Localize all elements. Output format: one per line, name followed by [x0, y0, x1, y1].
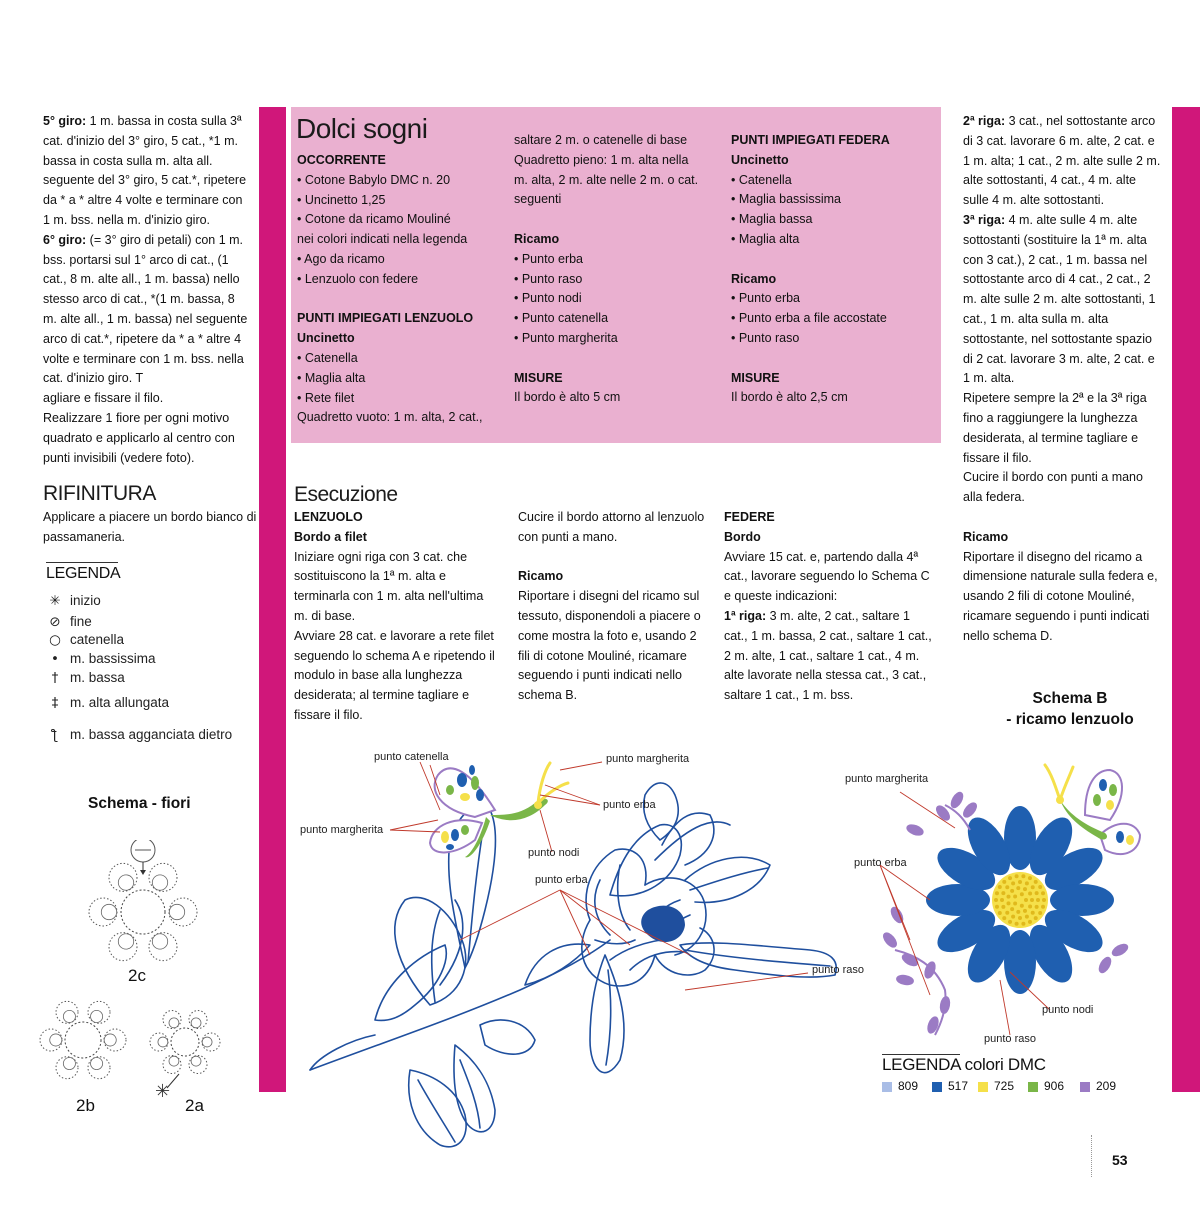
continued-list: [514, 131, 724, 210]
crochet-inner-loop: [63, 1010, 75, 1022]
label-punto-erba-3: punto erba: [854, 857, 907, 869]
esecuzione-col3: [724, 508, 932, 706]
realizzare-text: Realizzare 1 fiore per ogni motivo quadrato e applicarlo al centro con punti invisibili (vedere foto).: [43, 410, 235, 465]
left-column-text: [43, 112, 251, 468]
fig-2a-label: 2a: [185, 1096, 204, 1115]
crochet-inner-loop: [63, 1058, 75, 1070]
box-col2: [514, 131, 724, 408]
page-number: 53: [1112, 1152, 1128, 1168]
ricamo-federa-item: • Punto erba a file accostate: [731, 311, 887, 326]
crochet-inner-loop: [101, 904, 116, 919]
dmc-color-item: [1080, 1079, 1116, 1093]
uncinetto-federa-title: Uncinetto: [731, 152, 789, 167]
flower-2a-diagram: [150, 1010, 220, 1102]
end-icon: [131, 840, 155, 862]
occorrente-item: nei colori indicati nella legenda: [297, 232, 468, 247]
uncinetto-item: • Maglia alta: [297, 370, 366, 385]
lenzuolo-title: LENZUOLO: [294, 510, 363, 524]
crochet-inner-loop: [158, 1037, 168, 1047]
color-swatch: [882, 1082, 892, 1092]
long-stitch-icon: ‡: [51, 695, 59, 711]
color-swatch: [932, 1082, 942, 1092]
bordo-federe-title: Bordo: [724, 529, 761, 544]
crochet-inner-loop: [191, 1056, 201, 1066]
ricamo-esec-text: Riportare i disegni del ricamo sul tessuto, disponendoli a piacere o come mostra la foto e, usando 2 fili di cotone Mouliné, ricamare seguendo i punti indicati nello schema B.: [518, 589, 701, 703]
uncinetto-item: • Catenella: [297, 350, 358, 365]
color-code: 517: [948, 1079, 969, 1093]
crochet-petal: [89, 898, 117, 926]
crochet-inner-loop: [104, 1034, 116, 1046]
cucire-federa-text: Cucire il bordo con punti a mano alla federa.: [963, 470, 1143, 505]
misure-federa-title: MISURE: [731, 370, 780, 385]
crochet-inner-loop: [191, 1018, 201, 1028]
box-title: Dolci sogni: [296, 113, 428, 144]
giro5-label: 5° giro:: [43, 114, 87, 128]
chain-icon: ○: [49, 632, 61, 648]
flower-2b-diagram: [40, 1001, 126, 1078]
ricamo-item: • Punto erba: [514, 251, 584, 266]
misure-text: Il bordo è alto 5 cm: [514, 390, 621, 405]
box-col3: [731, 131, 936, 408]
ricamo-federa-right-text: Riportare il disegno del ricamo a dimensione naturale sulla federa e, usando 2 fili di cotone Mouliné, ricamare seguendo i punti indicati nello schema D.: [963, 549, 1158, 643]
color-code: 209: [1096, 1079, 1117, 1093]
ricamo-federa-item: • Punto erba: [731, 291, 801, 306]
riga1-text: 3 m. alte, 2 cat., saltare 1 cat., 1 m. bassa, 2 cat., saltare 1 cat., 2 m. alte, 1 cat., saltare 1 cat., 4 m. alte lavorate nella stessa cat., 3 cat., saltare 1 cat., 1 m. bss.: [724, 608, 932, 703]
fig-2c-label: 2c: [128, 966, 146, 985]
color-swatch: [1028, 1082, 1038, 1092]
uncinetto-federa-item: • Maglia bassissima: [731, 192, 841, 207]
continued-item: Quadretto pieno: 1 m. alta nella: [514, 152, 689, 167]
dmc-legend-title-b: colori DMC: [960, 1055, 1046, 1074]
esecuzione-col2: [518, 508, 710, 706]
uncinetto-list: [297, 349, 507, 428]
ricamo-federa-item: • Punto raso: [731, 330, 800, 345]
label-punto-margherita-1: punto margherita: [300, 824, 384, 836]
box-col1: [297, 151, 507, 428]
bordo-filet-title: Bordo a filet: [294, 529, 367, 544]
dmc-legend-title-a: LEGENDA: [882, 1055, 961, 1074]
giro6-label: 6° giro:: [43, 232, 87, 247]
federe-text1: Avviare 15 cat. e, partendo dalla 4ª cat., lavorare seguendo lo Schema C e queste indicazioni:: [724, 549, 930, 604]
legenda-title: LEGENDA: [46, 565, 121, 582]
occorrente-item: • Cotone da ricamo Mouliné: [297, 212, 451, 227]
label-punto-margherita-2: punto margherita: [606, 753, 690, 765]
ricamo-item: • Punto raso: [514, 271, 583, 286]
ripetere-text: Ripetere sempre la 2ª e la 3ª riga fino a raggiungere la lunghezza desiderata, al termine tagliare e fissare il filo.: [963, 391, 1147, 465]
crochet-petal: [104, 1029, 126, 1051]
misure-federa-text: Il bordo è alto 2,5 cm: [731, 390, 848, 405]
uncinetto-federa-item: • Maglia alta: [731, 231, 800, 246]
schema-b-title: [990, 688, 1150, 730]
rifinitura-title: RIFINITURA: [43, 482, 156, 505]
crochet-inner-loop: [152, 934, 167, 949]
ricamo-item: • Punto margherita: [514, 330, 618, 345]
ricamo-item: • Punto nodi: [514, 291, 582, 306]
uncinetto-federa-list: [731, 171, 936, 250]
ricamo-federa-title: Ricamo: [731, 271, 777, 286]
lenzuolo-text1: Iniziare ogni riga con 3 cat. che sostituiscono la 1ª m. alta e terminarla con 1 m. alta nell'ultima m. di base.: [294, 549, 484, 623]
schema-fiori-title: Schema - fiori: [88, 795, 191, 812]
occorrente-item: • Cotone Babylo DMC n. 20: [297, 172, 451, 187]
color-code: 725: [994, 1079, 1015, 1093]
occorrente-title: OCCORRENTE: [297, 153, 386, 167]
occorrente-list: [297, 171, 507, 290]
label-punto-raso-1: punto raso: [812, 964, 864, 976]
label-punto-nodi-2: punto nodi: [1042, 1004, 1094, 1016]
color-swatch: [978, 1082, 988, 1092]
crochet-petal: [40, 1029, 62, 1051]
crochet-petal: [150, 1033, 168, 1051]
dot-icon: •: [51, 651, 59, 667]
dmc-color-item: [1028, 1079, 1064, 1093]
crochet-inner-loop: [91, 1010, 103, 1022]
hook-stitch-icon: ƪ: [52, 727, 58, 743]
riga3-label: 3ª riga:: [963, 212, 1006, 227]
crochet-inner-loop: [152, 875, 167, 890]
riga1-label: 1ª riga:: [724, 608, 767, 623]
giro6-text: (= 3° giro di petali) con 1 m. bss. portarsi sul 1° arco di cat., (1 cat., 8 m. alte all., 1 m. bassa) nello stesso arco di cat., *(1 m. bassa, 8 m. alte all., 1 m. bassa) nel seguente arco di cat.*, ripetere da * a * altre 4 volte e terminare con 1 m. bss. nella cat. d'inizio giro. T: [43, 232, 248, 386]
legend-label: m. alta allungata: [70, 695, 170, 710]
legend-label: m. bassa agganciata dietro: [70, 727, 233, 742]
esecuzione-title: Esecuzione: [294, 483, 398, 506]
ricamo-esec-title: Ricamo: [518, 569, 564, 584]
giro6-continuation: agliare e fissare il filo.: [43, 391, 164, 406]
leader-lines: [290, 740, 1190, 1220]
label-punto-erba-1: punto erba: [603, 799, 656, 811]
esecuzione-col1: [294, 508, 499, 726]
continued-item: m. alta, 2 m. alte nelle 2 m. o cat.: [514, 172, 699, 187]
cucire-text: Cucire il bordo attorno al lenzuolo con punti a mano.: [518, 510, 705, 544]
crochet-inner-loop: [169, 904, 184, 919]
dmc-legend-title: [882, 1055, 1046, 1075]
uncinetto-item: • Rete filet: [297, 390, 355, 405]
label-punto-nodi-1: punto nodi: [528, 847, 580, 859]
left-rail: [259, 107, 286, 1092]
giro5-text: 1 m. bassa in costa sulla 3ª cat. d'inizio del 3° giro, 5 cat., *1 m. bassa in costa sulla m. alta all. seguente del 3° giro, 5 cat.*, ripetere da * a * altre 4 volte e terminare con 1 m. bss. nella m. d'inizio giro.: [43, 114, 247, 227]
crochet-petal: [149, 863, 177, 891]
crochet-inner-loop: [91, 1058, 103, 1070]
crochet-inner-loop: [169, 1018, 179, 1028]
crochet-inner-loop: [169, 1056, 179, 1066]
start-asterisk-icon: ✳: [155, 1081, 171, 1102]
uncinetto-title: Uncinetto: [297, 331, 355, 346]
legend-label: inizio: [70, 593, 101, 608]
ricamo-federa-list: [731, 289, 936, 348]
misure-title: MISURE: [514, 370, 563, 385]
crochet-petal: [149, 933, 177, 961]
legend-label: m. bassissima: [70, 651, 156, 666]
riga2-label: 2ª riga:: [963, 114, 1006, 128]
uncinetto-federa-item: • Maglia bassa: [731, 212, 813, 227]
dmc-color-item: [932, 1079, 968, 1093]
crochet-petal: [202, 1033, 220, 1051]
right-column-text: [963, 112, 1163, 647]
riga2-text: 3 cat., nel sottostante arco di 3 cat. lavorare 6 m. alte, 2 cat. e 1 m. alta; 1 cat., 2 m. alte sulle 2 m. alte sottostanti, 4 cat., 4 m. alte sulle 4 m. alte sottostanti.: [963, 114, 1161, 208]
uncinetto-federa-item: • Catenella: [731, 172, 792, 187]
punti-federa-title: PUNTI IMPIEGATI FEDERA: [731, 133, 890, 147]
dmc-color-item: [978, 1079, 1014, 1093]
crochet-petal: [169, 898, 197, 926]
continued-item: saltare 2 m. o catenelle di base: [514, 133, 688, 147]
rifinitura-text: Applicare a piacere un bordo bianco di passamaneria.: [43, 510, 257, 544]
flower-diagrams: [35, 840, 255, 1140]
crochet-inner-loop: [118, 875, 133, 890]
punti-lenzuolo-title: PUNTI IMPIEGATI LENZUOLO: [297, 311, 474, 326]
cross-icon: †: [51, 670, 59, 686]
crochet-inner-loop: [202, 1037, 212, 1047]
color-swatch: [1080, 1082, 1090, 1092]
legenda-rule: [46, 562, 118, 563]
federe-title: FEDERE: [724, 510, 775, 524]
legend-label: fine: [70, 614, 92, 629]
asterisk-icon: ✳: [49, 593, 61, 609]
color-code: 809: [898, 1079, 919, 1093]
occorrente-item: • Uncinetto 1,25: [297, 192, 386, 207]
crochet-inner-loop: [118, 934, 133, 949]
dmc-color-item: [882, 1079, 918, 1093]
label-punto-erba-2: punto erba: [535, 874, 588, 886]
label-punto-margherita-3: punto margherita: [845, 773, 929, 785]
end-icon: ⊘: [49, 614, 61, 630]
label-punto-raso-2: punto raso: [984, 1033, 1036, 1045]
label-punto-catenella: punto catenella: [374, 751, 449, 763]
uncinetto-item: Quadretto vuoto: 1 m. alta, 2 cat.,: [297, 410, 483, 425]
lenzuolo-text2: Avviare 28 cat. e lavorare a rete filet seguendo lo schema A e ripetendo il modulo in base alla lunghezza desiderata; al termine tagliare e fissare il filo.: [294, 628, 495, 722]
color-code: 906: [1044, 1079, 1065, 1093]
schema-b-title-line1: Schema B: [1032, 690, 1108, 707]
schema-b-title-line2: - ricamo lenzuolo: [1006, 711, 1134, 728]
occorrente-item: • Ago da ricamo: [297, 251, 385, 266]
crochet-inner-loop: [50, 1034, 62, 1046]
crochet-petal: [109, 933, 137, 961]
continued-item: seguenti: [514, 192, 562, 207]
riga3-text: 4 m. alte sulle 4 m. alte sottostanti (sostituire la 1ª m. alta con 3 cat.), 2 cat., 1 m. bassa nel sottostante arco di 4 cat., 2 cat., 2 m. alte sulle 2 m. alte sottostanti, 1 cat., 1 m. alta sulla m. alta sottostante, nel sottostante spazio di 2 cat. lavorare 3 m. alte, 2 cat. e 1 m. alta.: [963, 212, 1156, 386]
legend-label: catenella: [70, 632, 125, 647]
ricamo-title: Ricamo: [514, 231, 560, 246]
ricamo-item: • Punto catenella: [514, 311, 609, 326]
ricamo-list: [514, 250, 724, 349]
flower-2c-diagram: [89, 840, 197, 961]
occorrente-item: • Lenzuolo con federe: [297, 271, 419, 286]
fig-2b-label: 2b: [76, 1096, 95, 1115]
ricamo-federa-right-title: Ricamo: [963, 529, 1009, 544]
crochet-petal: [109, 863, 137, 891]
legend-label: m. bassa: [70, 670, 125, 685]
